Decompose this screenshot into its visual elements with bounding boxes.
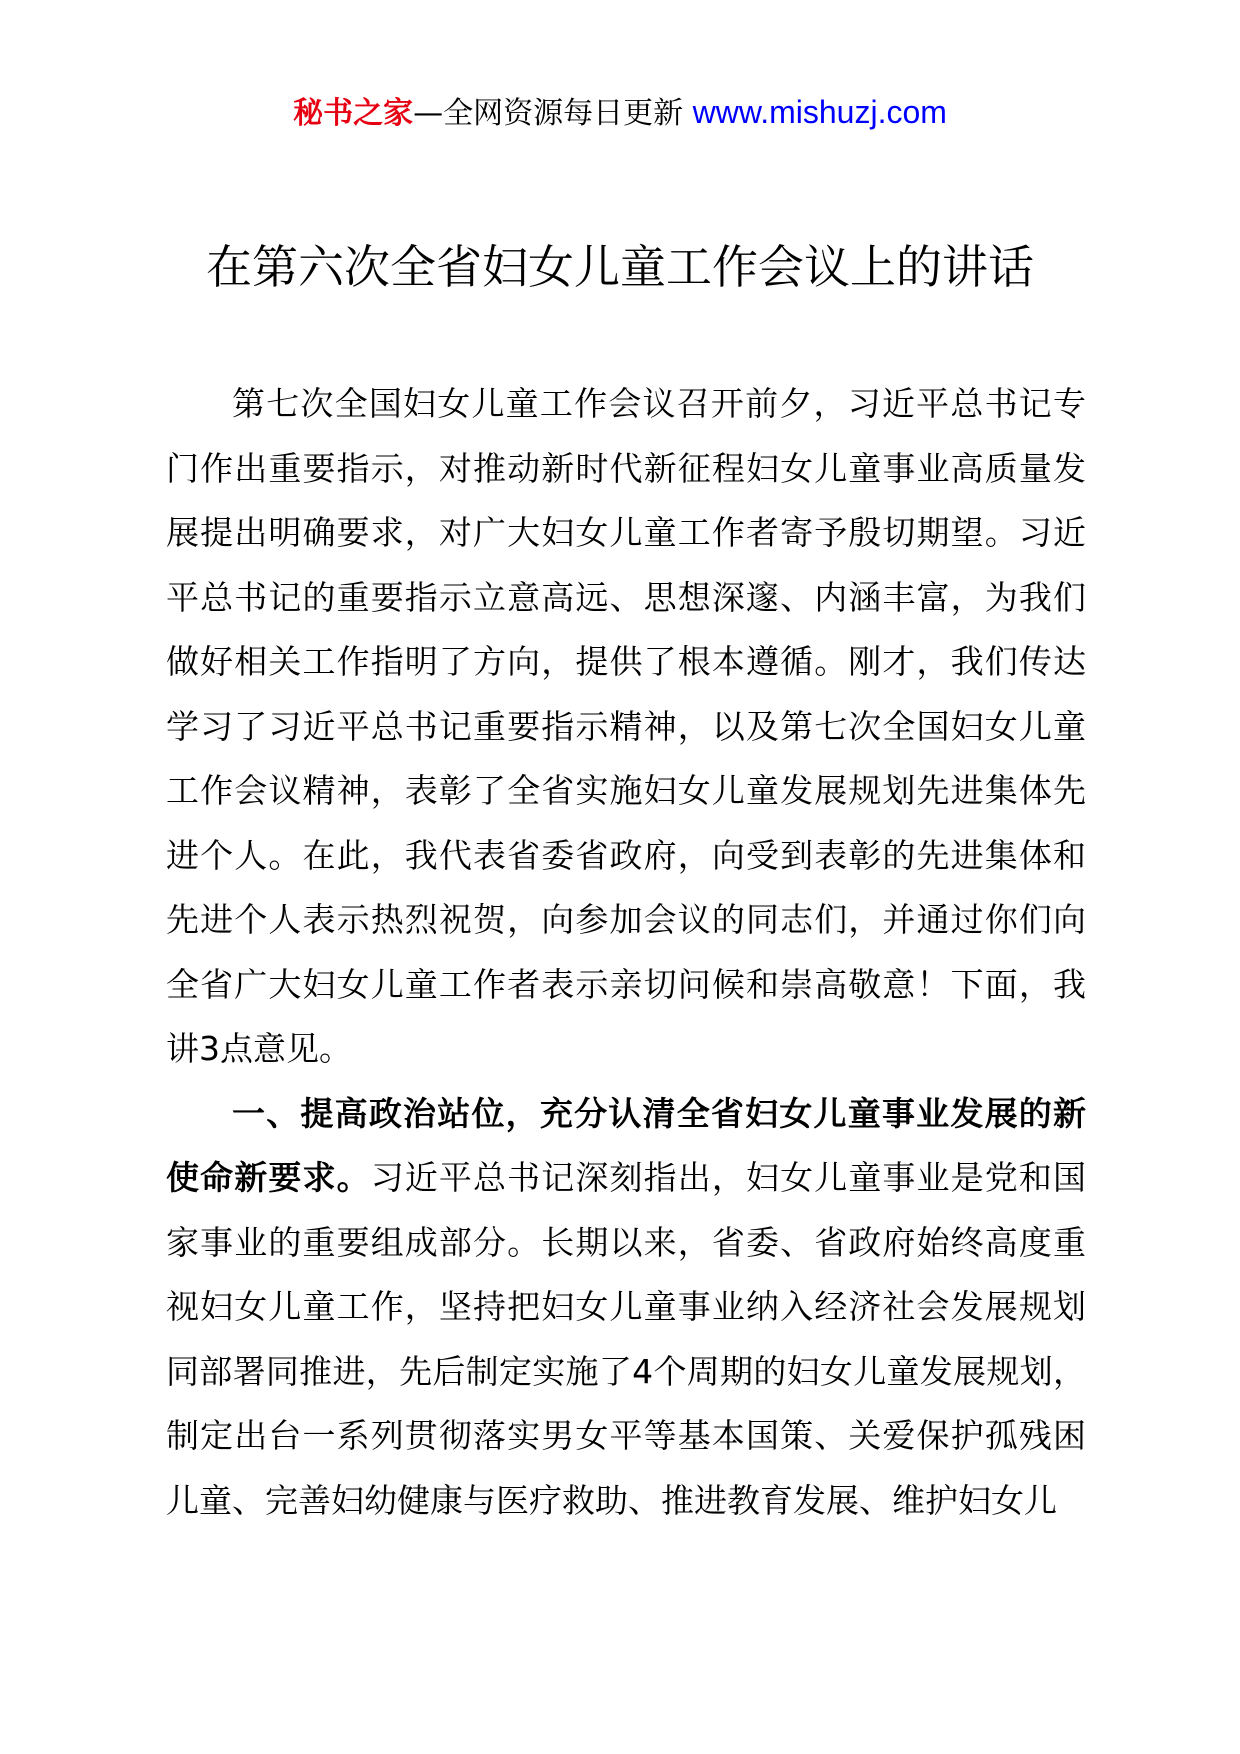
section-1-heading: 一、提高政治站位，充分认清全省妇女儿童事业发展的新使命新要求。 (166, 1093, 1086, 1197)
site-brand: 秘书之家 (293, 96, 414, 131)
document-body (166, 372, 1086, 1533)
section-1-text: 习近平总书记深刻指出，妇女儿童事业是党和国家事业的重要组成部分。长期以来，省委、省政府始终高度重视妇女儿童工作，坚持把妇女儿童事业纳入经济社会发展规划同部署同推进，先后制定实施了4个周期的妇女儿童发展规划，制定出台一系列贯彻落实男女平等基本国策、关爱保护孤残困儿童、完善妇幼健康与医疗救助、推进教育发展、维护妇女儿 (166, 1158, 1087, 1520)
section-1-paragraph (166, 1082, 1086, 1534)
document-title: 在第六次全省妇女儿童工作会议上的讲话 (206, 240, 1034, 294)
site-header (0, 92, 1240, 134)
site-url: www.mishuzj.com (692, 94, 947, 130)
intro-paragraph: 第七次全国妇女儿童工作会议召开前夕，习近平总书记专门作出重要指示，对推动新时代新征程妇女儿童事业高质量发展提出明确要求，对广大妇女儿童工作者寄予殷切期望。习近平总书记的重要指示立意高远、思想深邃、内涵丰富，为我们做好相关工作指明了方向，提供了根本遵循。刚才，我们传达学习了习近平总书记重要指示精神，以及第七次全国妇女儿童工作会议精神，表彰了全省实施妇女儿童发展规划先进集体先进个人。在此，我代表省委省政府，向受到表彰的先进集体和先进个人表示热烈祝贺，向参加会议的同志们，并通过你们向全省广大妇女儿童工作者表示亲切问候和崇高敬意！下面，我讲3点意见。 (166, 384, 1086, 1068)
site-tagline: —全网资源每日更新 (413, 96, 693, 131)
